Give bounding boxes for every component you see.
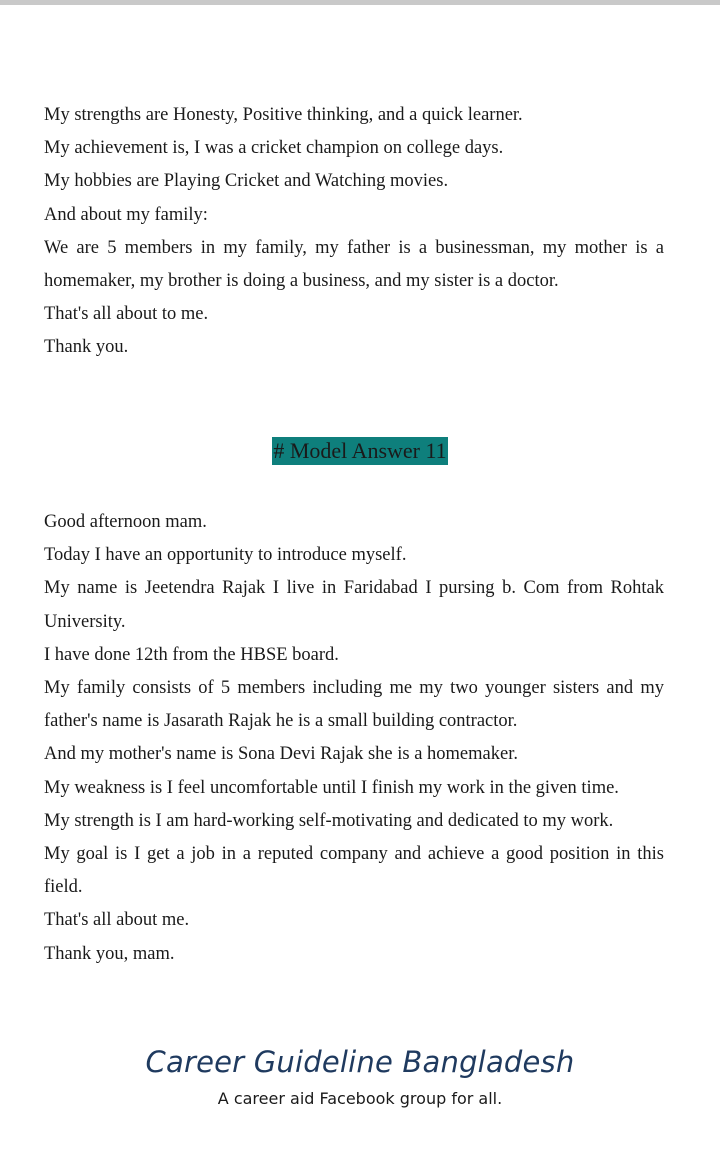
paragraph: My achievement is, I was a cricket champion on college days. (44, 138, 504, 159)
paragraph: Thank you, mam. (44, 943, 175, 964)
footer-brand-title: Career Guideline Bangladesh (145, 1045, 575, 1079)
paragraph: I have done 12th from the HBSE board. (44, 644, 339, 665)
answer-10-closing-section (44, 99, 664, 365)
section-heading-container (0, 437, 720, 465)
model-answer-heading: # Model Answer 11 (273, 438, 447, 463)
top-divider (0, 0, 720, 5)
paragraph: We are 5 members in my family, my father is a businessman, my mother is a homemaker, my brother is doing a business, and my sister is a doctor. (44, 237, 664, 292)
paragraph: My name is Jeetendra Rajak I live in Faridabad I pursing b. Com from Rohtak University. (44, 578, 664, 632)
footer-brand-subtitle: A career aid Facebook group for all. (217, 1089, 503, 1108)
paragraph: Today I have an opportunity to introduce myself. (44, 545, 407, 566)
paragraph: My weakness is I feel uncomfortable until I finish my work in the given time. (44, 777, 619, 798)
model-answer-11-section (44, 506, 664, 971)
paragraph: That's all about me. (44, 910, 190, 931)
paragraph: My goal is I get a job in a reputed company and achieve a good position in this field. (44, 844, 664, 898)
paragraph: My strength is I am hard-working self-motivating and dedicated to my work. (44, 810, 614, 831)
paragraph: My strengths are Honesty, Positive thinking, and a quick learner. (44, 105, 523, 125)
paragraph: Good afternoon mam. (44, 512, 207, 532)
paragraph: Thank you. (44, 337, 129, 358)
paragraph: And my mother's name is Sona Devi Rajak she is a homemaker. (44, 744, 518, 765)
paragraph: That's all about to me. (44, 304, 209, 325)
paragraph: And about my family: (44, 204, 208, 225)
paragraph: My family consists of 5 members including me my two younger sisters and my father's name is Jasarath Rajak he is a small building contractor. (44, 678, 664, 732)
paragraph: My hobbies are Playing Cricket and Watching movies. (44, 171, 449, 192)
